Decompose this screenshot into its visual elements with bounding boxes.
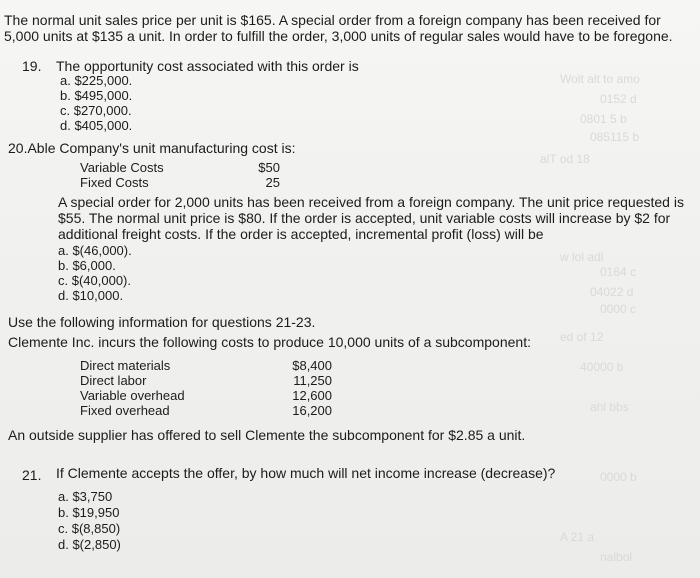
answer-option: a. $3,750	[58, 489, 113, 504]
answer-option: b. $19,950	[58, 505, 120, 520]
cost-label: Variable overhead	[80, 388, 185, 403]
answer-option: c. $270,000.	[60, 103, 132, 118]
cost-label: Direct materials	[80, 358, 171, 373]
answer-option: a. $(46,000).	[58, 243, 132, 258]
question-body: additional freight costs. If the order is accepted, incremental profit (loss) will be	[58, 226, 544, 242]
answer-option: c. $(40,000).	[58, 273, 131, 288]
question-text: 20.Able Company's unit manufacturing cost is:	[8, 140, 296, 156]
answer-option: d. $(2,850)	[58, 537, 121, 552]
question-body: $55. The normal unit price is $80. If the order is accepted, unit variable costs will increase by $2 for	[58, 210, 671, 226]
answer-option: b. $6,000.	[58, 258, 116, 273]
info-description: Clemente Inc. incurs the following costs to produce 10,000 units of a subcomponent:	[8, 334, 531, 350]
cost-label: Variable Costs	[80, 160, 164, 175]
cost-value: $50	[258, 160, 280, 175]
cost-label: Fixed overhead	[80, 403, 170, 418]
cost-label: Fixed Costs	[80, 175, 149, 190]
question-text: The opportunity cost associated with this order is	[56, 58, 359, 74]
answer-option: c. $(8,850)	[58, 521, 121, 536]
cost-value: $8,400	[292, 358, 332, 373]
supplier-offer: An outside supplier has offered to sell Clemente the subcomponent for $2.85 a unit.	[8, 427, 526, 443]
cost-label: Direct labor	[80, 373, 147, 388]
answer-option: b. $495,000.	[60, 88, 133, 103]
cost-value: 25	[265, 175, 280, 190]
question-text: If Clemente accepts the offer, by how much will net income increase (decrease)?	[56, 465, 556, 481]
question-number: 19.	[22, 58, 42, 74]
answer-option: d. $10,000.	[58, 288, 124, 303]
info-heading: Use the following information for questions 21-23.	[8, 314, 316, 330]
question-body: A special order for 2,000 units has been received from a foreign company. The unit price requested is	[58, 194, 684, 210]
intro-line-1: The normal unit sales price per unit is $165. A special order from a foreign company has been received for	[4, 12, 661, 28]
answer-option: a. $225,000.	[60, 73, 133, 88]
answer-option: d. $405,000.	[60, 118, 133, 133]
cost-value: 11,250	[293, 373, 332, 388]
intro-line-2: 5,000 units at $135 a unit. In order to fulfill the order, 3,000 units of regular sales would have to be foregone.	[4, 28, 673, 44]
cost-value: 16,200	[292, 403, 332, 418]
bleed-through-texture: Wolt alt to amo 0152 d 0801 5 b 085115 b alT od 18 w lol adl 0164 c 04022 d 0000 c ed of 12 40000 b ahl bbs 0000 b A 21 a nalbol	[540, 72, 640, 564]
cost-value: 12,600	[292, 388, 332, 403]
question-number: 21.	[22, 467, 42, 483]
